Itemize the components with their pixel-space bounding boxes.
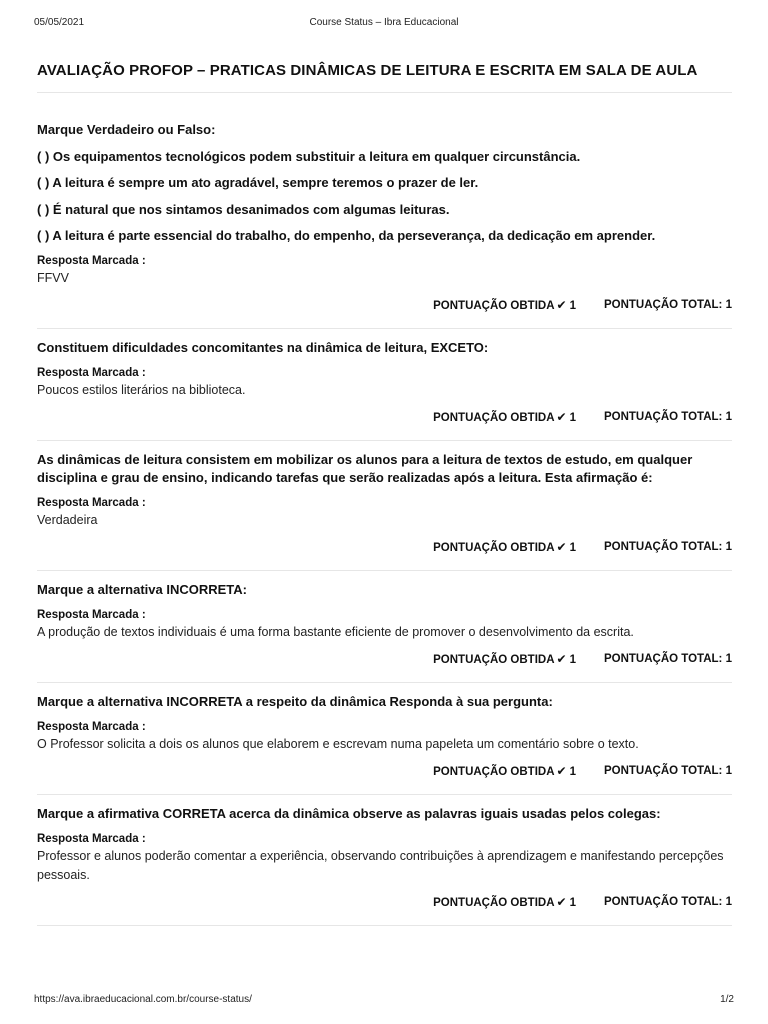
question-block: [37, 683, 732, 795]
print-document-title: Course Status – Ibra Educacional: [309, 17, 459, 28]
course-status-content: [37, 60, 732, 926]
checkmark-icon: ✔: [556, 540, 567, 554]
score-obtained-value: 1: [569, 766, 576, 778]
question-prompt-line: Marque a alternativa INCORRETA:: [37, 582, 247, 597]
answer-label: Resposta Marcada :: [37, 255, 146, 267]
score-obtained-value: 1: [569, 412, 576, 424]
score-row: [37, 539, 732, 562]
answer-value: Verdadeira: [37, 513, 98, 527]
answer-value: O Professor solicita a dois os alunos que elaborem e escrevam numa papeleta um comentário sobre o texto.: [37, 737, 639, 751]
question-prompt-line: ( ) É natural que nos sintamos desanimados com algumas leituras.: [37, 201, 450, 217]
score-total-label: PONTUAÇÃO TOTAL:: [603, 653, 723, 665]
checkmark-icon: ✔: [556, 764, 567, 778]
score-row: [37, 894, 732, 917]
checkmark-icon: ✔: [556, 410, 567, 424]
answer-value: A produção de textos individuais é uma forma bastante eficiente de promover o desenvolvimento da escrita.: [37, 625, 634, 639]
score-obtained: [433, 539, 576, 556]
score-total: [604, 763, 732, 780]
question-prompt: [37, 339, 732, 357]
score-row: [37, 297, 732, 320]
question-block: [37, 441, 732, 571]
score-total-label: PONTUAÇÃO TOTAL:: [603, 411, 723, 423]
question-prompt-line: ( ) Os equipamentos tecnológicos podem substituir a leitura em qualquer circunstância.: [37, 148, 581, 164]
score-obtained-value: 1: [569, 654, 576, 666]
score-total: [604, 539, 732, 556]
print-header: [34, 17, 734, 31]
answer-label: Resposta Marcada :: [37, 609, 146, 621]
answer-label: Resposta Marcada :: [37, 367, 146, 379]
question-prompt-line: Marque Verdadeiro ou Falso:: [37, 122, 216, 137]
score-obtained-label: PONTUAÇÃO OBTIDA: [433, 897, 555, 909]
score-total: [604, 651, 732, 668]
question-prompt: [37, 121, 732, 245]
question-prompt-line: As dinâmicas de leitura consistem em mobilizar os alunos para a leitura de textos de estudo, em qualquer disciplina e grau de ensino, indicando tarefas que serão realizadas após a leitura. Esta afirmação é:: [37, 452, 693, 485]
score-obtained-value: 1: [569, 542, 576, 554]
answer-label: Resposta Marcada :: [37, 497, 146, 509]
score-total-value: 1: [725, 653, 732, 665]
question-block: [37, 571, 732, 683]
page-title: AVALIAÇÃO PROFOP – PRATICAS DINÂMICAS DE LEITURA E ESCRITA EM SALA DE AULA: [37, 60, 732, 93]
score-total-value: 1: [725, 896, 732, 908]
score-total-value: 1: [725, 765, 732, 777]
checkmark-icon: ✔: [556, 652, 567, 666]
score-total-label: PONTUAÇÃO TOTAL:: [603, 541, 723, 553]
question-prompt: [37, 805, 732, 823]
question-prompt: [37, 693, 732, 711]
score-total-label: PONTUAÇÃO TOTAL:: [603, 765, 723, 777]
answer-label: Resposta Marcada :: [37, 833, 146, 845]
score-total-label: PONTUAÇÃO TOTAL:: [603, 299, 723, 311]
question-prompt: [37, 451, 732, 487]
score-total-value: 1: [725, 541, 732, 553]
score-row: [37, 651, 732, 674]
question-prompt-line: Marque a alternativa INCORRETA a respeito da dinâmica Responda à sua pergunta:: [37, 694, 553, 709]
question-prompt-line: ( ) A leitura é sempre um ato agradável, sempre teremos o prazer de ler.: [37, 175, 479, 190]
score-total: [604, 894, 732, 911]
score-total-label: PONTUAÇÃO TOTAL:: [603, 896, 723, 908]
checkmark-icon: ✔: [556, 298, 567, 312]
question-block: [37, 329, 732, 441]
score-obtained: [433, 763, 576, 780]
score-total: [604, 409, 732, 426]
question-block: [37, 795, 732, 926]
print-date: 05/05/2021: [34, 17, 85, 28]
answer-value: FFVV: [37, 271, 69, 285]
score-obtained: [433, 297, 576, 314]
score-row: [37, 409, 732, 432]
answer-value: Professor e alunos poderão comentar a experiência, observando contribuições à aprendizagem e manifestando percepções pessoais.: [37, 849, 724, 882]
score-obtained-label: PONTUAÇÃO OBTIDA: [433, 300, 555, 312]
print-page-number: 1/2: [720, 994, 734, 1005]
score-row: [37, 763, 732, 786]
score-obtained-label: PONTUAÇÃO OBTIDA: [433, 542, 555, 554]
score-obtained: [433, 894, 576, 911]
print-url: https://ava.ibraeducacional.com.br/course-status/: [34, 994, 252, 1005]
score-obtained-label: PONTUAÇÃO OBTIDA: [433, 412, 555, 424]
score-obtained: [433, 409, 576, 426]
print-footer: [34, 994, 734, 1008]
score-obtained-value: 1: [569, 897, 576, 909]
question-prompt-line: ( ) A leitura é parte essencial do trabalho, do empenho, da perseverança, da dedicação em aprender.: [37, 228, 656, 243]
answer-label: Resposta Marcada :: [37, 721, 146, 733]
question-block: [37, 93, 732, 329]
question-prompt-line: Marque a afirmativa CORRETA acerca da dinâmica observe as palavras iguais usadas pelos colegas:: [37, 806, 661, 821]
score-total-value: 1: [725, 299, 732, 311]
checkmark-icon: ✔: [556, 895, 567, 909]
question-prompt-line: Constituem dificuldades concomitantes na dinâmica de leitura, EXCETO:: [37, 340, 489, 355]
score-obtained-label: PONTUAÇÃO OBTIDA: [433, 654, 555, 666]
answer-value: Poucos estilos literários na biblioteca.: [37, 383, 246, 397]
score-total-value: 1: [725, 411, 732, 423]
score-obtained: [433, 651, 576, 668]
score-total: [604, 297, 732, 314]
score-obtained-value: 1: [569, 300, 576, 312]
question-prompt: [37, 581, 732, 599]
score-obtained-label: PONTUAÇÃO OBTIDA: [433, 766, 555, 778]
